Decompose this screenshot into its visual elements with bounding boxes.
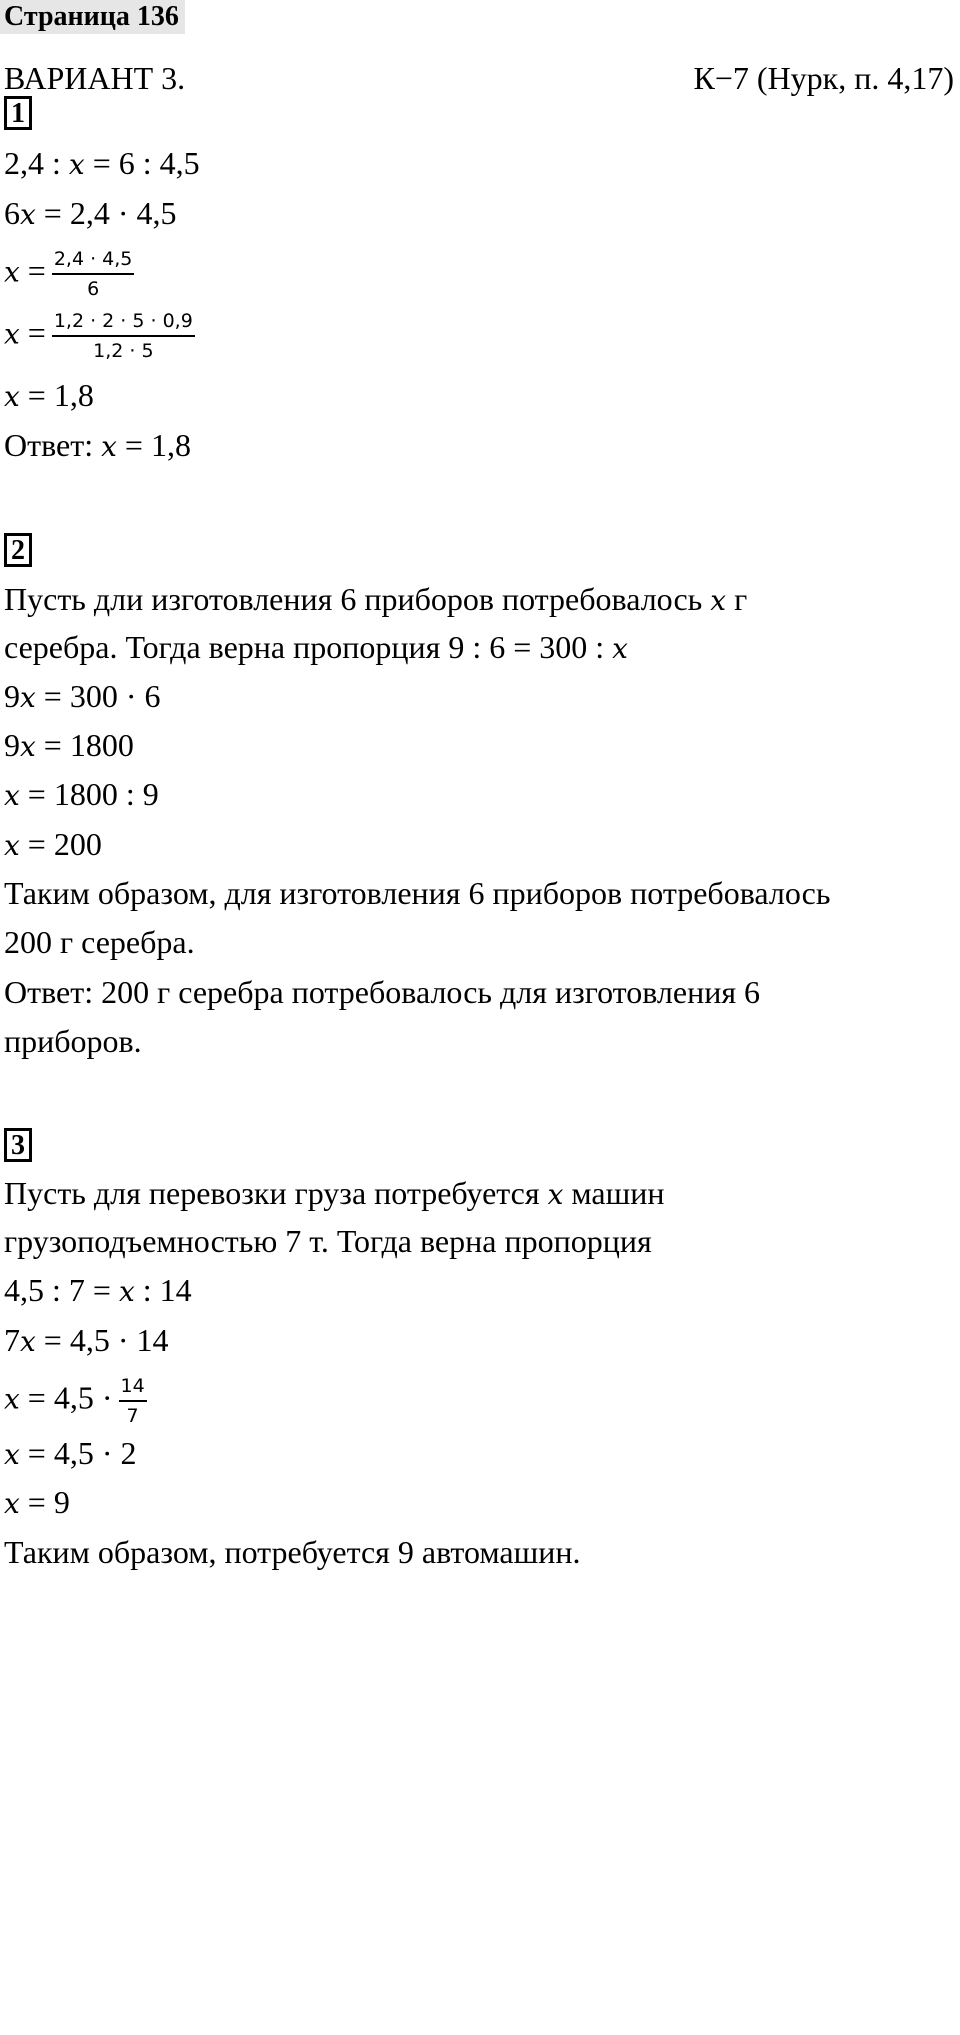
task-1-line-2: 6x = 2,4 · 4,5 [4, 195, 177, 231]
task-2-line-3: x = 1800 : 9 [4, 776, 159, 812]
page-title: Страница 136 [0, 0, 185, 34]
task-1-answer: Ответ: x = 1,8 [4, 427, 191, 463]
task-1-number: 1 [4, 96, 32, 130]
task-2-answer-1: Ответ: 200 г серебра потребовалось для изготовления 6 [4, 974, 761, 1010]
task-3-text-1: Пусть для перевозки груза потребуется x машин [4, 1175, 665, 1211]
task-2-line-4: x = 200 [4, 826, 102, 862]
fraction: $\frac{14}{7}$ [120, 1375, 145, 1427]
task-2-conclusion-1: Таким образом, для изготовления 6 приборов потребовалось [4, 875, 831, 911]
fraction: $\frac{1,2 \cdot 2 \cdot 5 \cdot 0,9}{1,2 \cdot 5}$ [53, 310, 193, 362]
task-2-conclusion-2: 200 г серебра. [4, 924, 195, 960]
task-3-line-1: 4,5 : 7 = x : 14 [4, 1272, 192, 1308]
task-3-line-4: x = 4,5 · 2 [4, 1435, 137, 1471]
task-2-text-1: Пусть дли изготовления 6 приборов потребовалось x г [4, 581, 748, 617]
task-3-line-2: 7x = 4,5 · 14 [4, 1322, 169, 1358]
task-3-text-2: грузоподъемностью 7 т. Тогда верна пропорция [4, 1223, 652, 1259]
task-2-line-1: 9x = 300 · 6 [4, 678, 161, 714]
task-3-conclusion: Таким образом, потребуется 9 автомашин. [4, 1534, 581, 1570]
task-1-line-4: x = $\frac{1,2 \cdot 2 \cdot 5 \cdot 0,9}{1,2 \cdot 5}$ [4, 310, 193, 362]
variant-heading: ВАРИАНТ 3. [4, 60, 186, 96]
task-3-line-5: x = 9 [4, 1484, 70, 1520]
task-1-line-5: x = 1,8 [4, 377, 94, 413]
task-3-number: 3 [4, 1128, 32, 1162]
task-1-line-1: 2,4 : x = 6 : 4,5 [4, 145, 200, 181]
task-3-line-3: x = 4,5 · $\frac{14}{7}$ [4, 1375, 145, 1427]
task-2-number: 2 [4, 533, 32, 567]
task-1-line-3: x = $\frac{2,4 \cdot 4,5}{6}$ [4, 248, 133, 300]
work-reference: К−7 (Нурк, п. 4,17) [693, 60, 954, 96]
task-2-text-2: серебра. Тогда верна пропорция 9 : 6 = 300 : x [4, 629, 628, 665]
fraction: $\frac{2,4 \cdot 4,5}{6}$ [53, 248, 133, 300]
task-2-line-2: 9x = 1800 [4, 727, 134, 763]
task-2-answer-2: приборов. [4, 1023, 142, 1059]
